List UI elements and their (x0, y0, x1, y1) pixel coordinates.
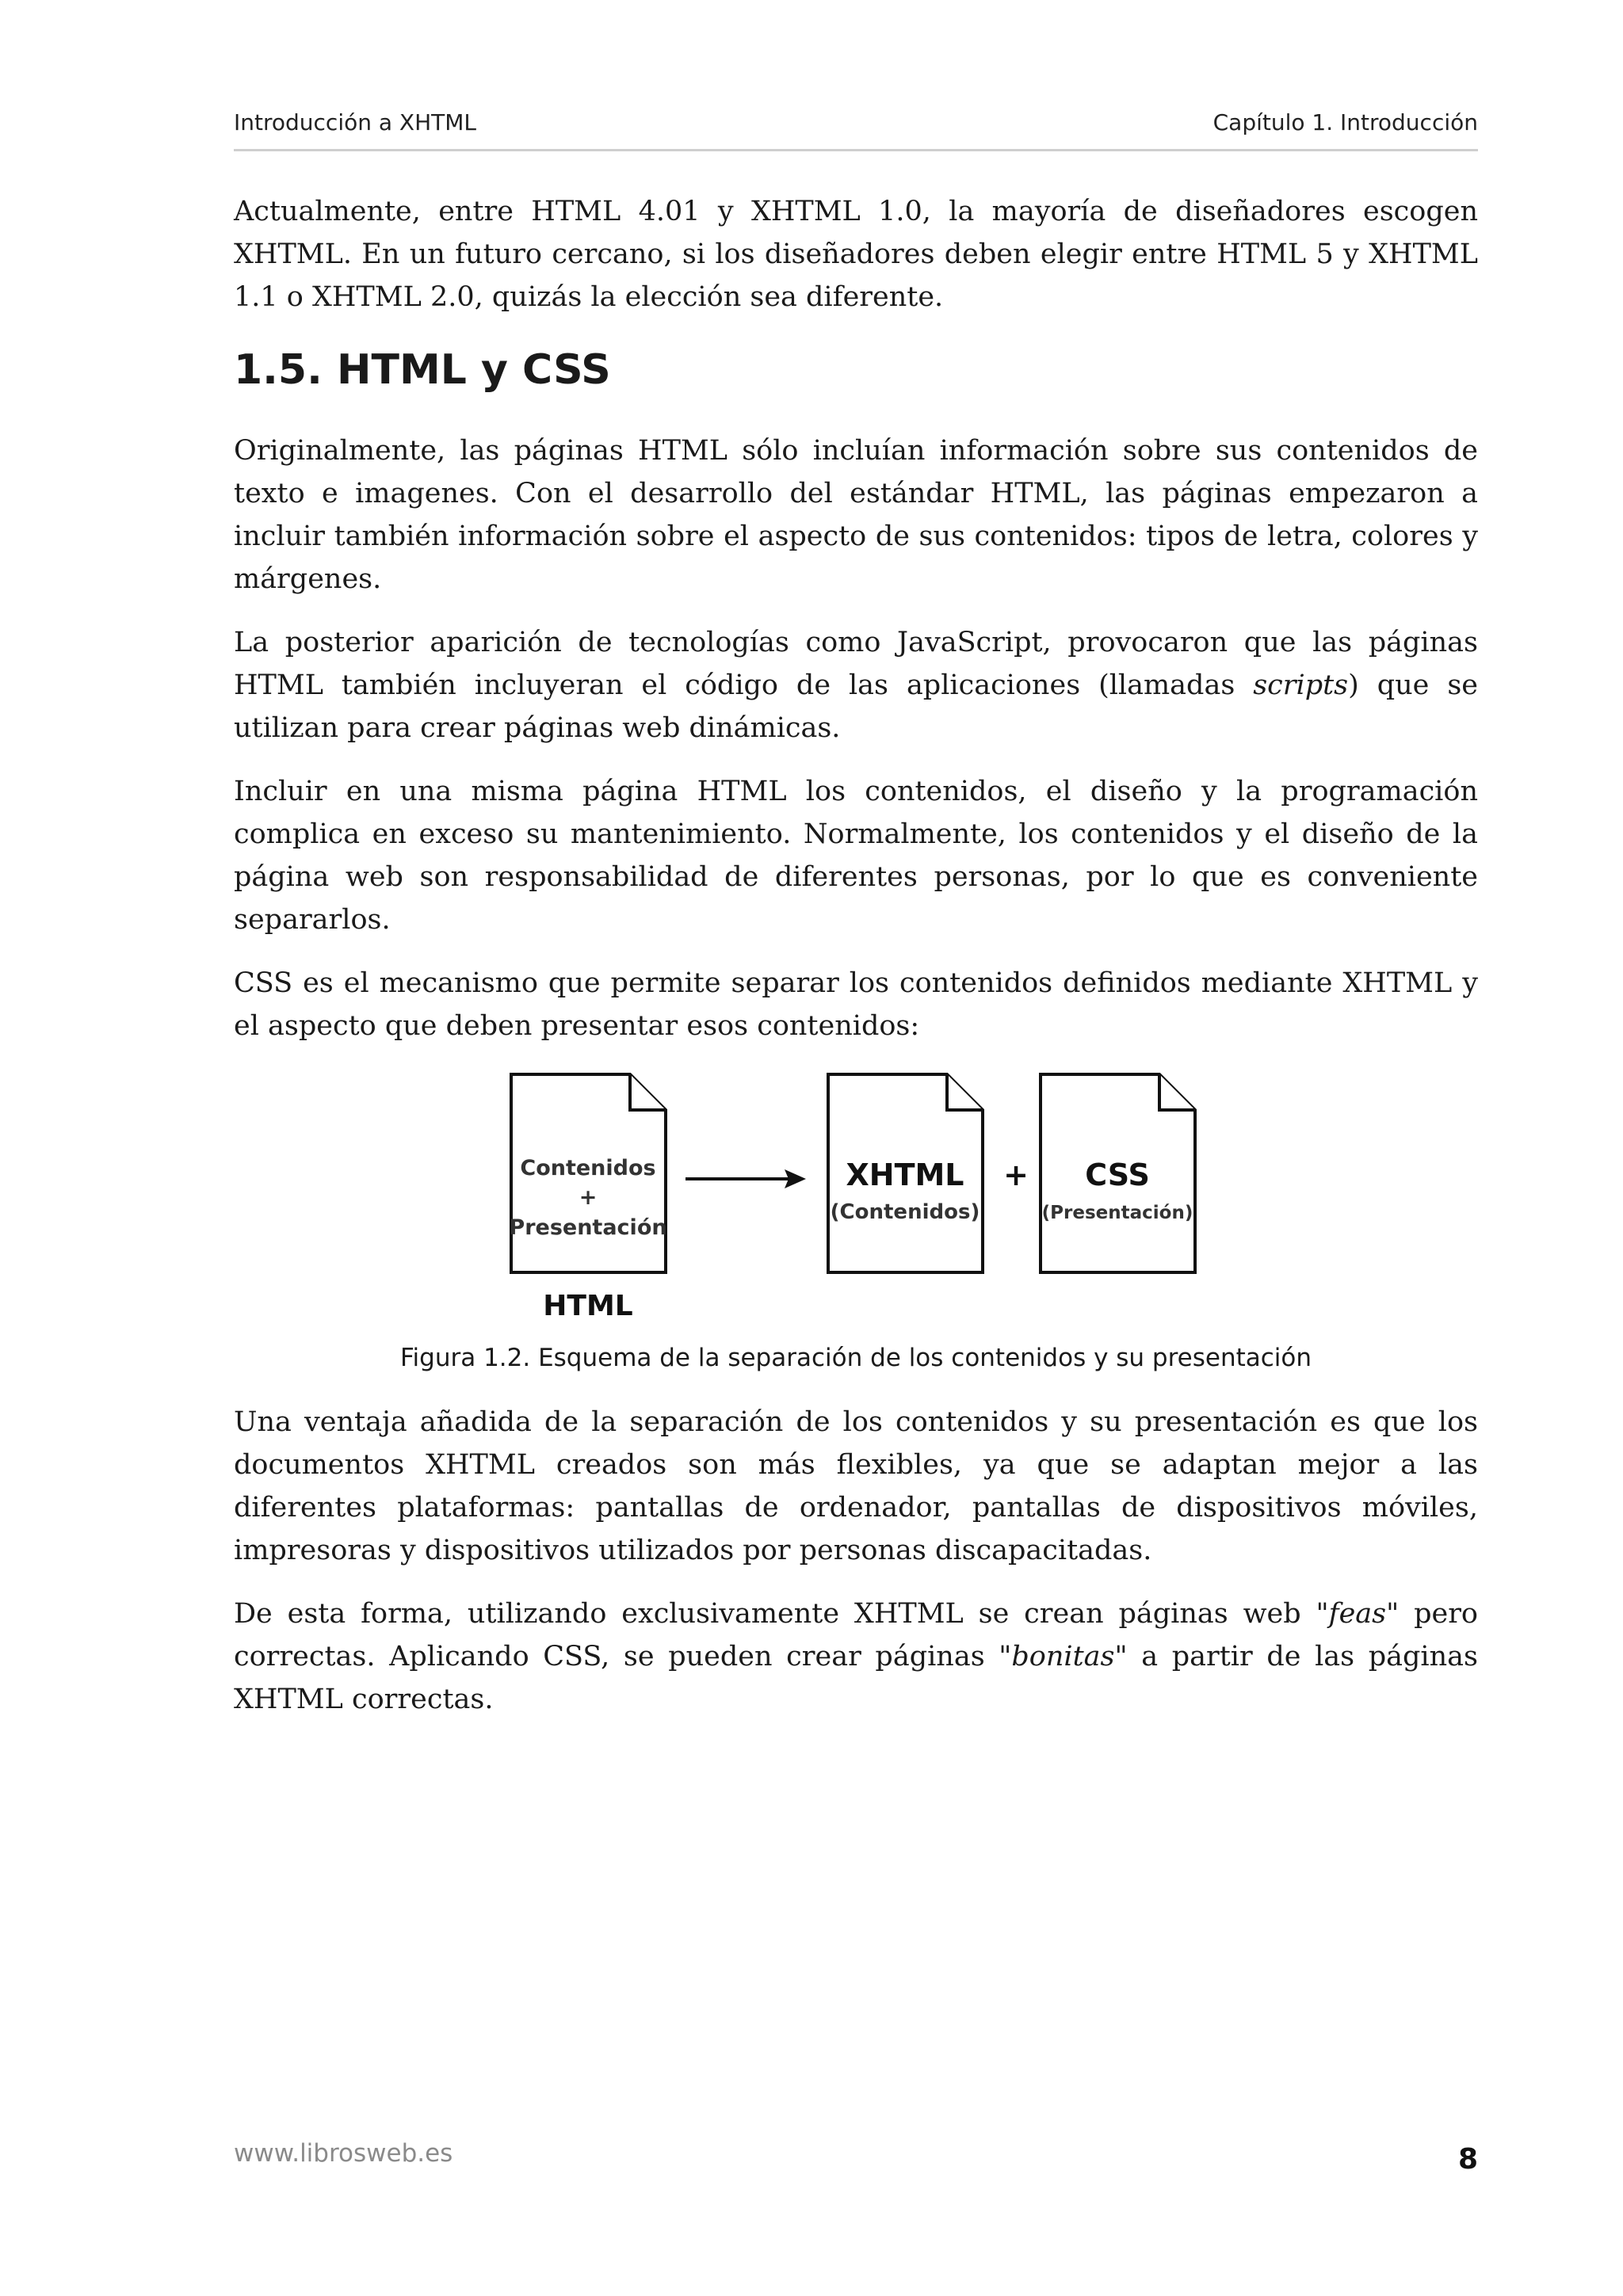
after-paragraph-2 (234, 1592, 1478, 1721)
italic-term: "bonitas" (999, 1641, 1128, 1672)
page-header (234, 109, 1478, 151)
paragraph-text: pero correctas. Aplicando CSS, se pueden crear páginas (234, 1598, 1478, 1672)
doc2-subtitle: (Contenidos) (830, 1200, 980, 1224)
doc2-title: XHTML (846, 1158, 964, 1192)
doc1-label: HTML (543, 1290, 633, 1322)
page-number: 8 (1457, 2143, 1478, 2176)
section-paragraph-2 (234, 621, 1478, 749)
plus-sign: + (1003, 1158, 1029, 1192)
figure-diagram (234, 1068, 1478, 1337)
figure-caption: Figura 1.2. Esquema de la separación de los contenidos y su presentación (399, 1344, 1312, 1372)
paragraph-text: a partir de las páginas XHTML correctas. (234, 1641, 1478, 1715)
doc1-line1: Contenidos (520, 1156, 656, 1180)
paragraph-text: ) que se utilizan para crear páginas web dinámicas. (234, 669, 1478, 744)
paragraph-text: La posterior aparición de tecnologías como JavaScript, provocaron que las páginas HTML también incluyeran el código de las aplicaciones (llamadas (234, 627, 1478, 701)
doc1-plus: + (579, 1185, 598, 1210)
section-paragraph-3: Incluir en una misma página HTML los contenidos, el diseño y la programación complica en exceso su mantenimiento. Normalmente, los contenidos y el diseño de la página web son responsabilidad de diferentes personas, por lo que es conveniente separarlos. (234, 776, 1478, 936)
doc1-line2: Presentación (509, 1215, 667, 1240)
doc3-subtitle: (Presentación) (1041, 1203, 1193, 1223)
page-content (234, 190, 1478, 1741)
doc3-title: CSS (1085, 1158, 1150, 1192)
after-paragraph-1: Una ventaja añadida de la separación de los contenidos y su presentación es que los documentos XHTML creados son más flexibles, ya que se adaptan mejor a las diferentes plataformas: pantallas de ordenador, pantallas de dispositivos móviles, impresoras y dispositivos utilizados por personas discapacitadas. (234, 1406, 1478, 1566)
italic-term: scripts (1253, 669, 1349, 701)
section-title: 1.5. HTML y CSS (234, 346, 611, 394)
italic-term: "feas" (1316, 1598, 1400, 1630)
footer-website-link[interactable]: www.librosweb.es (234, 2139, 453, 2168)
header-book-title: Introducción a XHTML (234, 109, 477, 135)
section-paragraph-1: Originalmente, las páginas HTML sólo incluían información sobre sus contenidos de texto e imagenes. Con el desarrollo del estándar HTML, las páginas empezaron a incluir también información sobre el aspecto de sus contenidos: tipos de letra, colores y márgenes. (234, 435, 1478, 595)
diagram-svg (234, 1068, 1478, 1337)
section-paragraph-4: CSS es el mecanismo que permite separar los contenidos definidos mediante XHTML y el aspecto que deben presentar esos contenidos: (234, 967, 1478, 1042)
arrow-right-icon (685, 1169, 806, 1188)
intro-paragraph: Actualmente, entre HTML 4.01 y XHTML 1.0, la mayoría de diseñadores escogen XHTML. En un futuro cercano, si los diseñadores deben elegir entre HTML 5 y XHTML 1.1 o XHTML 2.0, quizás la elección sea diferente. (234, 196, 1478, 313)
paragraph-text: De esta forma, utilizando exclusivamente XHTML se crean páginas web (234, 1598, 1316, 1630)
header-chapter-title: Capítulo 1. Introducción (1212, 109, 1478, 135)
